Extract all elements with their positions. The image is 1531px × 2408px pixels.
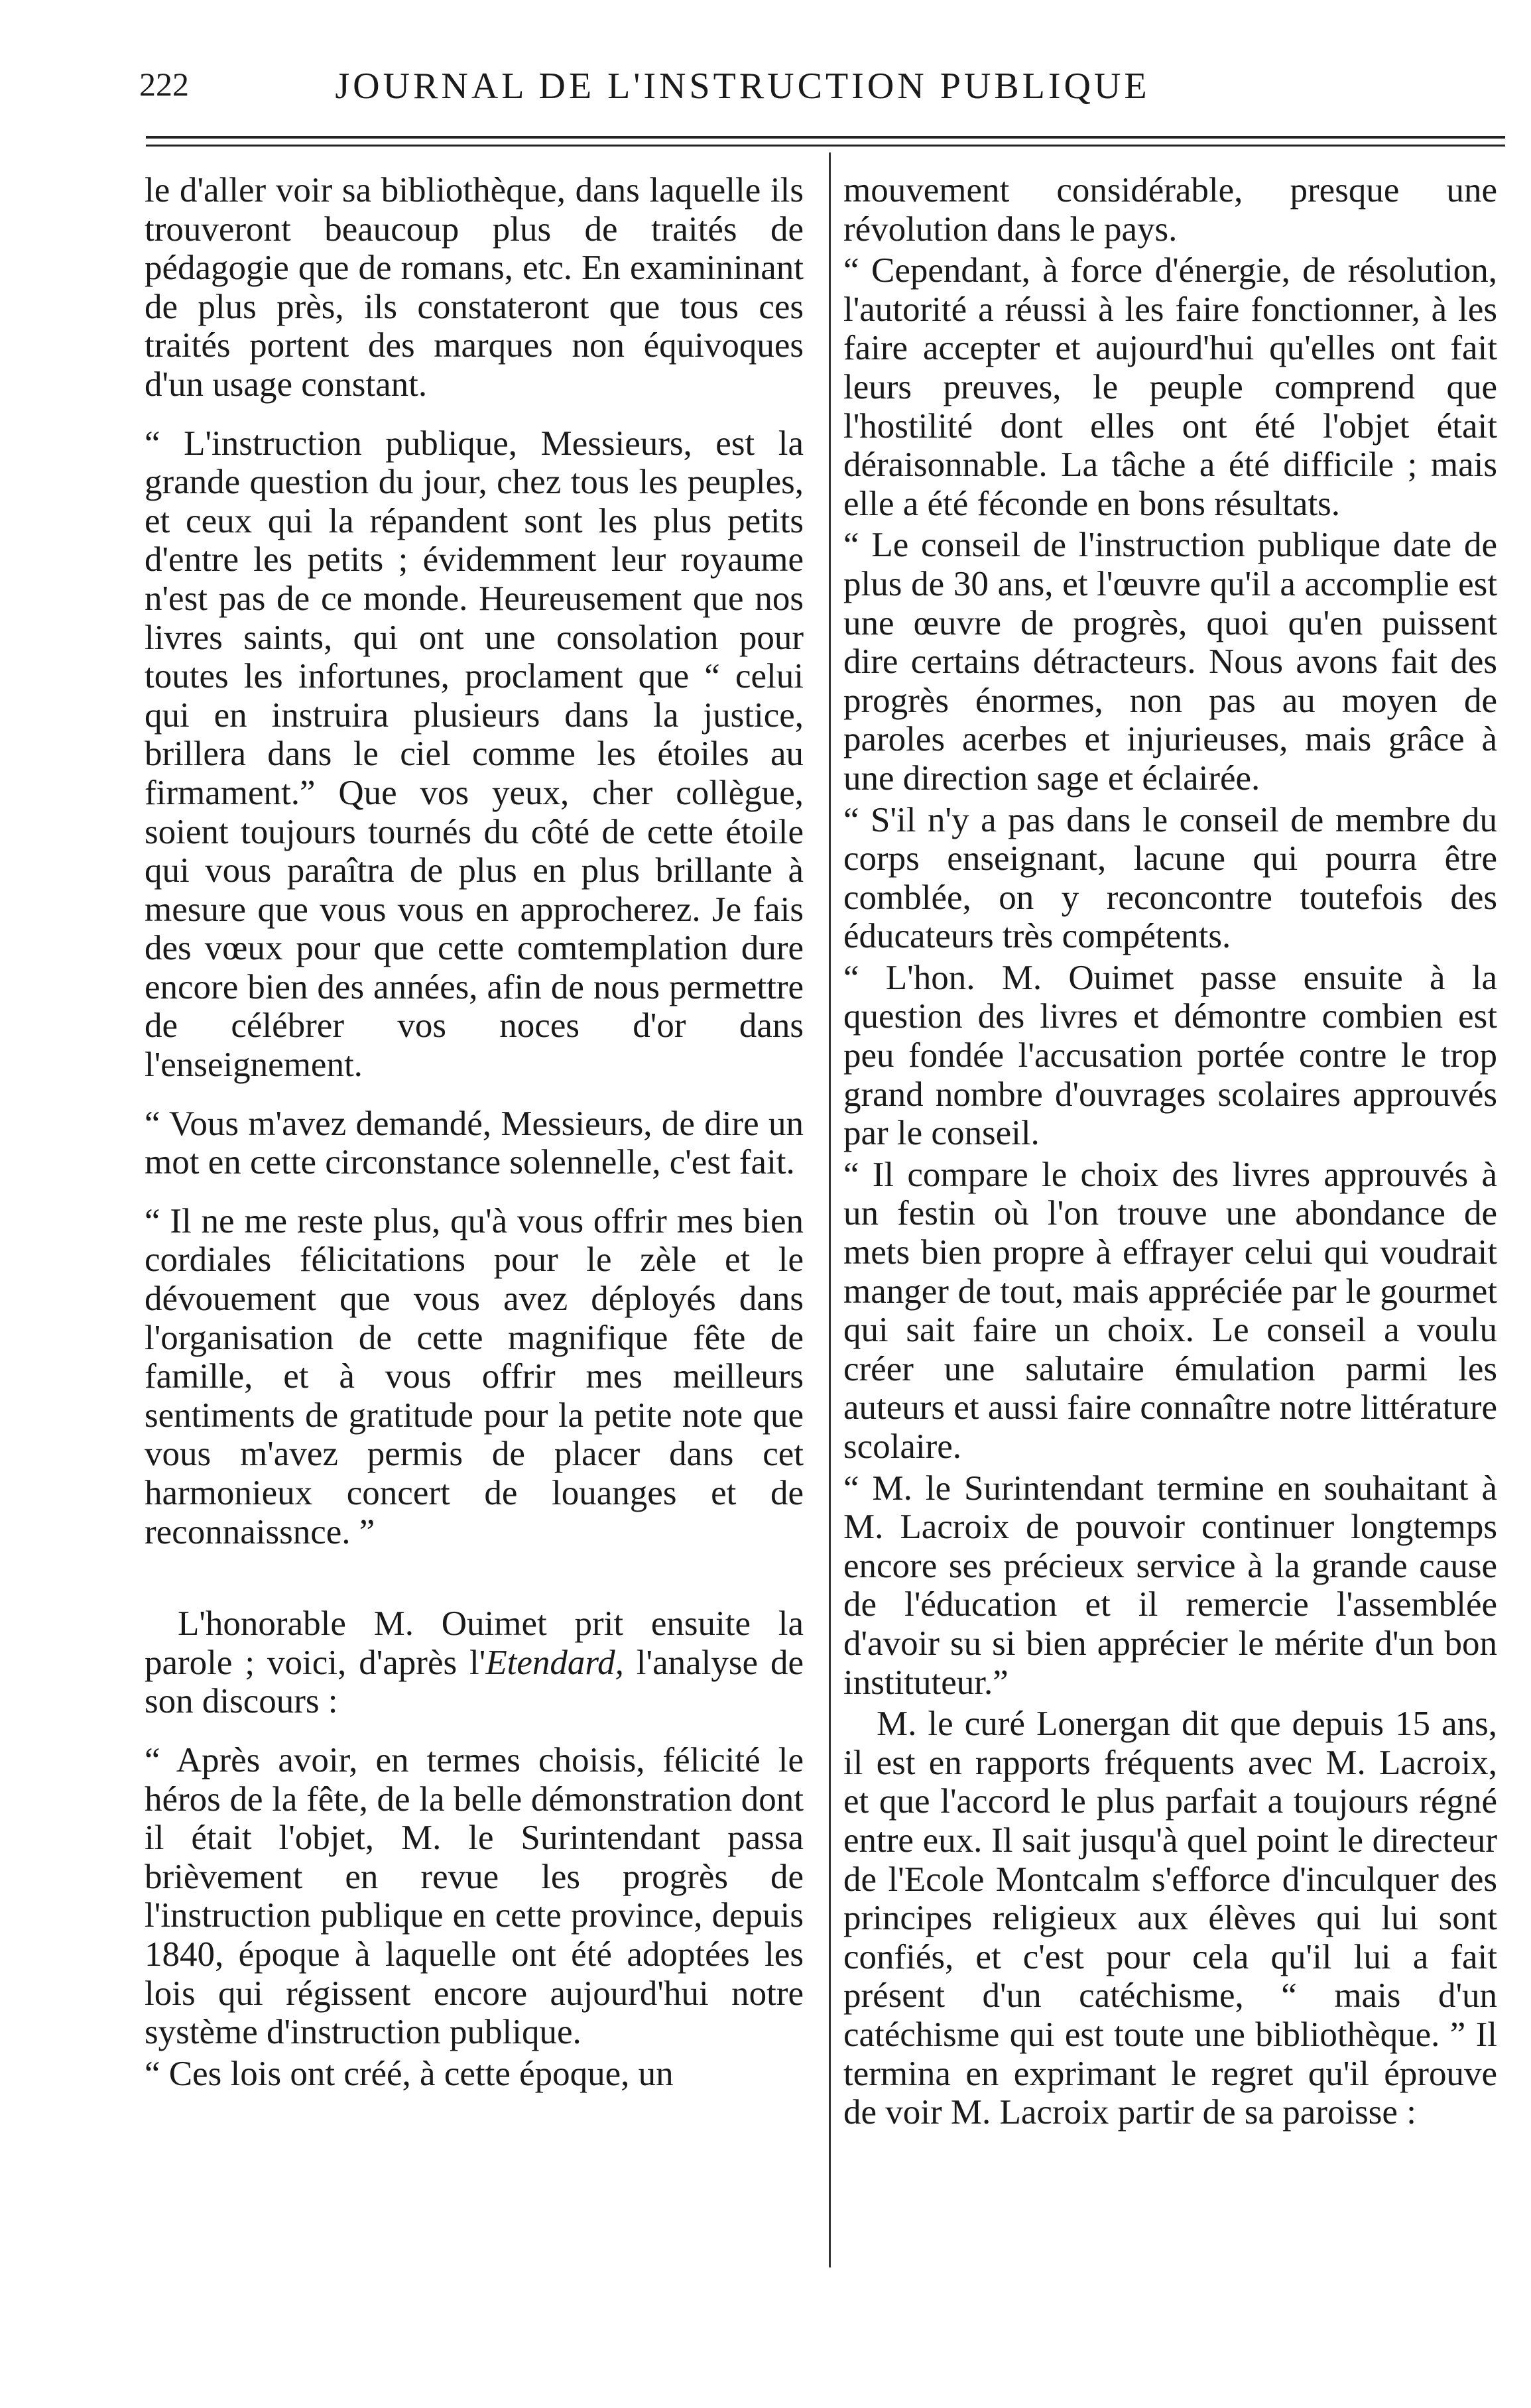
page-header — [139, 58, 1240, 131]
paragraph: “ Vous m'avez demandé, Messieurs, de dire un mot en cette circonstance solennelle, c'est fait. — [145, 1104, 804, 1182]
paragraph — [145, 1604, 804, 1721]
text-run: L'honorable M. Ouimet prit ensuite la parole ; voici, d'après l' — [145, 1604, 804, 1682]
header-rule-bottom — [146, 145, 1505, 147]
paragraph: “ Après avoir, en termes choisis, félicité le héros de la fête, de la belle démonstration dont il était l'objet, M. le Surintendant passa brièvement en revue les progrès de l'instruction publique en cette province, depuis 1840, époque à laquelle ont été adoptées les lois qui régissent encore aujourd'hui notre système d'instruction publique. — [145, 1740, 804, 2052]
paragraph: “ M. le Surintendant termine en souhaitant à M. Lacroix de pouvoir continuer longtemps encore ses précieux service à la grande cause de l'éducation et il remercie l'assemblée d'avoir su si bien apprécier le mérite d'un bon instituteur.” — [843, 1469, 1497, 1702]
running-title: JOURNAL DE L'INSTRUCTION PUBLIQUE — [335, 66, 1150, 107]
right-column — [843, 171, 1497, 2132]
column-divider — [829, 152, 831, 2267]
page-number: 222 — [139, 66, 189, 103]
paragraph: “ Cependant, à force d'énergie, de résolution, l'autorité a réussi à les faire fonctionner, à les faire accepter et aujourd'hui qu'elles ont fait leurs preuves, le peuple comprend que l'hostilité dont elles ont été l'objet était déraisonnable. La tâche a été difficile ; mais elle a été féconde en bons résultats. — [843, 251, 1497, 523]
paragraph: le d'aller voir sa bibliothèque, dans laquelle ils trouveront beaucoup plus de traités de pédagogie que de romans, etc. En examininant de plus près, ils constateront que tous ces traités portent des marques non équivoques d'un usage constant. — [145, 171, 804, 404]
paragraph: “ Il compare le choix des livres approuvés à un festin où l'on trouve une abondance de mets bien propre à effrayer celui qui voudrait manger de tout, mais appréciée par le gourmet qui sait faire un choix. Le conseil a voulu créer une salutaire émulation parmi les auteurs et aussi faire connaître notre littérature scolaire. — [843, 1155, 1497, 1466]
newspaper-title: Etendard, — [485, 1643, 624, 1682]
paragraph: “ Il ne me reste plus, qu'à vous offrir mes bien cordiales félicitations pour le zèle et le dévouement que vous avez déployés dans l'organisation de cette magnifique fête de famille, et à vous offrir mes meilleurs sentiments de gratitude pour la petite note que vous m'avez permis de placer dans cet harmonieux concert de louanges et de reconnaissnce. ” — [145, 1201, 804, 1551]
paragraph: “ L'hon. M. Ouimet passe ensuite à la question des livres et démontre combien est peu fondée l'accusation portée contre le trop grand nombre d'ouvrages scolaires approuvés par le conseil. — [843, 958, 1497, 1153]
paragraph: “ Le conseil de l'instruction publique date de plus de 30 ans, et l'œuvre qu'il a accomplie est une œuvre de progrès, quoi qu'en puissent dire certains détracteurs. Nous avons fait des progrès énormes, non pas au moyen de paroles acerbes et injurieuses, mais grâce à une direction sage et éclairée. — [843, 526, 1497, 798]
paragraph: mouvement considérable, presque une révolution dans le pays. — [843, 171, 1497, 249]
paragraph: “ S'il n'y a pas dans le conseil de membre du corps enseignant, lacune qui pourra être comblée, on y reconcontre toutefois des éducateurs très compétents. — [843, 800, 1497, 956]
text-run: l'analyse de son discours : — [145, 1643, 804, 1721]
paragraph: “ L'instruction publique, Messieurs, est la grande question du jour, chez tous les peuples, et ceux qui la répandent sont les plus petits d'entre les petits ; évidemment leur royaume n'est pas de ce monde. Heureusement que nos livres saints, qui ont une consolation pour toutes les infortunes, proclament que “ celui qui en instruira plusieurs dans la justice, brillera dans le ciel comme les étoiles au firmament.” Que vos yeux, cher collègue, soient toujours tournés du côté de cette étoile qui vous paraîtra de plus en plus brillante à mesure que vous vous en approcherez. Je fais des vœux pour que cette comtemplation dure encore bien des années, afin de nous permettre de célébrer vos noces d'or dans l'enseignement. — [145, 424, 804, 1085]
left-column — [145, 171, 804, 2093]
header-rule-top — [146, 136, 1505, 139]
paragraph: “ Ces lois ont créé, à cette époque, un — [145, 2054, 674, 2093]
paragraph: M. le curé Lonergan dit que depuis 15 ans, il est en rapports fréquents avec M. Lacroix, et que l'accord le plus parfait a toujours régné entre eux. Il sait jusqu'à quel point le directeur de l'Ecole Montcalm s'efforce d'inculquer des principes religieux aux élèves qui lui sont confiés, et c'est pour cela qu'il lui a fait présent d'un catéchisme, “ mais d'un catéchisme qui est toute une bibliothèque. ” Il termina en exprimant le regret qu'il éprouve de voir M. Lacroix partir de sa paroisse : — [843, 1705, 1497, 2132]
